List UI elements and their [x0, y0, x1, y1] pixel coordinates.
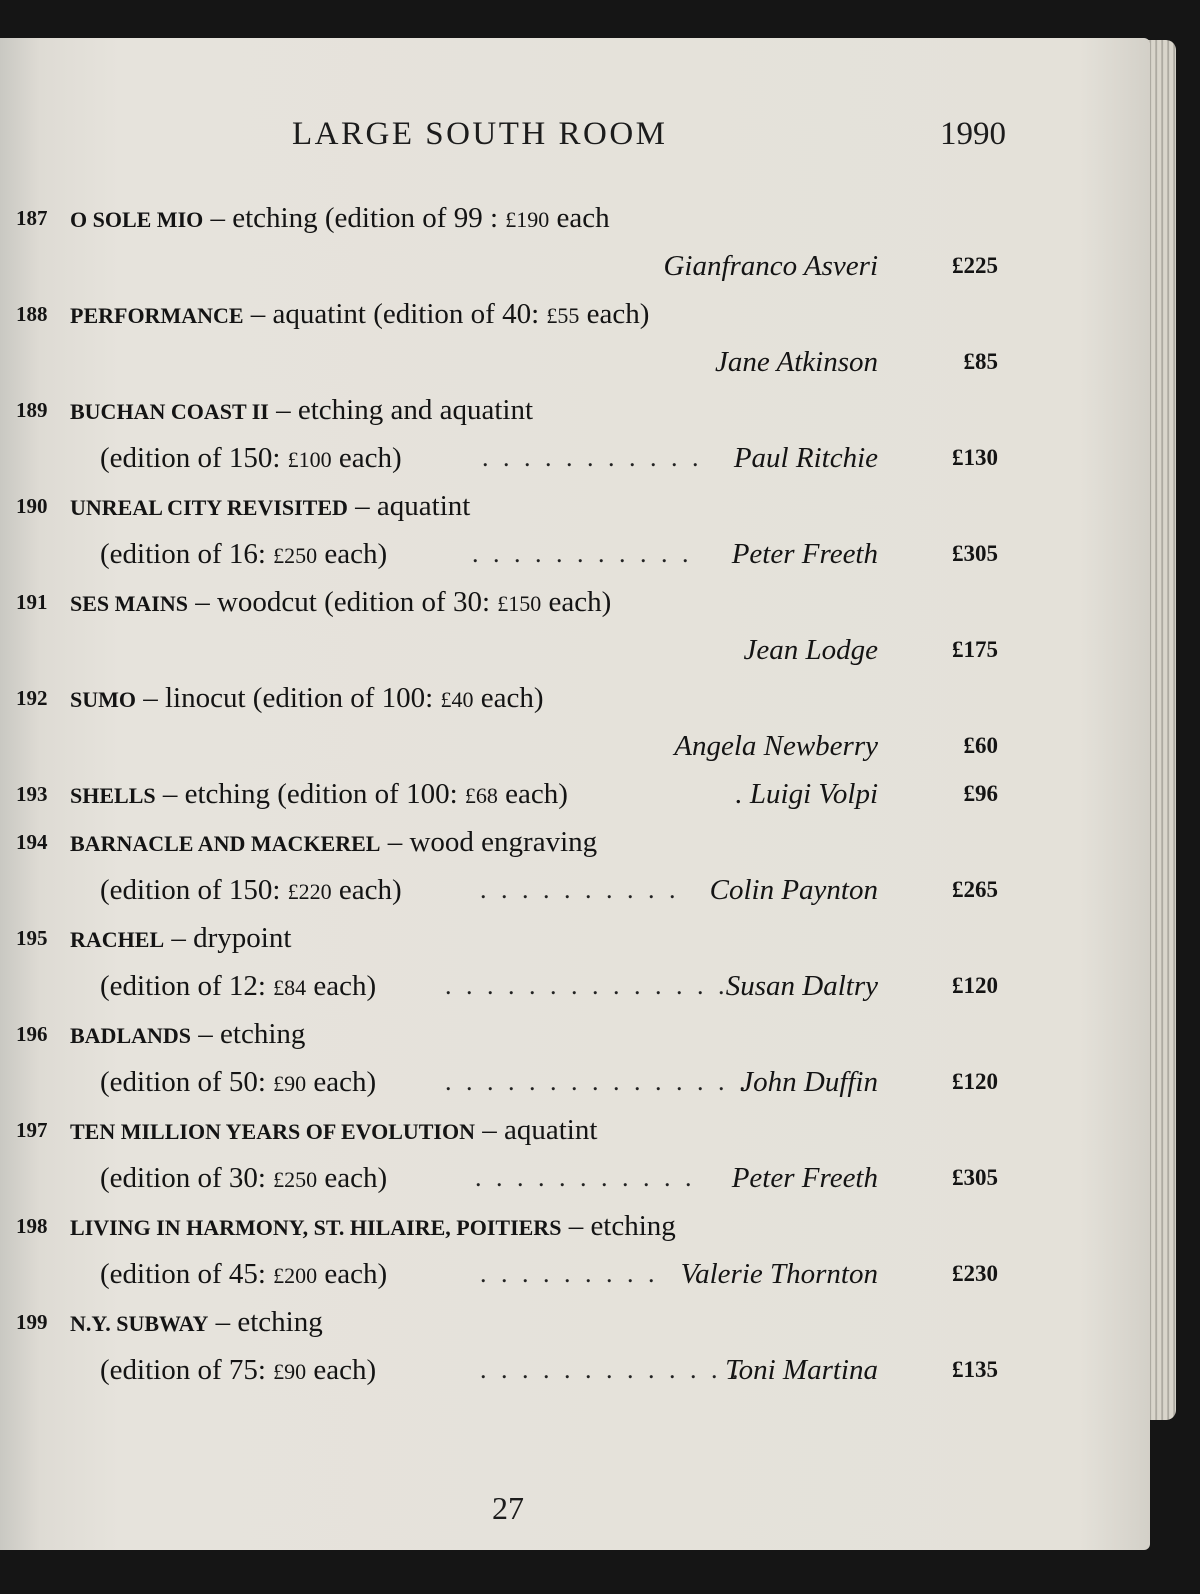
entry-number: 195	[16, 926, 48, 950]
edition-tail: each)	[579, 298, 650, 330]
edition-price: £90	[273, 1359, 307, 1384]
entry-artist: Paul Ritchie	[733, 442, 878, 474]
entry-number: 199	[16, 1310, 48, 1334]
entry-medium: linocut (edition of 100:	[165, 682, 434, 714]
edition-tail: each)	[317, 1162, 388, 1194]
entry-price: £175	[952, 637, 998, 662]
entry-title: PERFORMANCE	[70, 303, 244, 328]
edition-info: (edition of 30:	[100, 1162, 266, 1194]
entry-number: 190	[16, 494, 48, 518]
entry-medium: woodcut (edition of 30:	[216, 586, 491, 618]
edition-price: £84	[273, 975, 307, 1000]
entry-price: £85	[963, 349, 998, 374]
entry-medium: etching (edition of 99 :	[232, 202, 499, 234]
edition-info: (edition of 12:	[100, 970, 266, 1002]
edition-price: £250	[273, 543, 318, 568]
catalogue-entry: 195 RACHEL – drypoint (edition of 12: £84 each) . . . . . . . . . . . . . . Susan Daltry £120	[0, 914, 1030, 1010]
entry-artist: Colin Paynton	[709, 874, 878, 906]
leader-dots: . . . . . . . . . .	[480, 875, 680, 904]
entry-price: £120	[952, 973, 998, 998]
entry-title: BARNACLE AND MACKEREL	[70, 831, 381, 856]
entry-number: 192	[16, 686, 48, 710]
entry-medium: etching (edition of 100:	[184, 778, 458, 810]
entry-number: 188	[16, 302, 48, 326]
entry-artist: Toni Martina	[725, 1354, 878, 1386]
edition-tail: each)	[306, 1354, 377, 1386]
leader-dots: . . . . . . . . . . . . .	[480, 1355, 743, 1384]
entry-medium: wood engraving	[409, 826, 598, 858]
entry-artist: Peter Freeth	[731, 1162, 878, 1194]
leader-dots: . . . . . . . . . . .	[482, 443, 703, 472]
entry-medium: drypoint	[193, 922, 292, 954]
entry-medium: aquatint (edition of 40:	[272, 298, 540, 330]
catalogue-page	[0, 38, 1150, 1550]
entry-title: BUCHAN COAST II	[70, 399, 269, 424]
entry-number: 191	[16, 590, 48, 614]
entry-artist: Susan Daltry	[725, 970, 878, 1002]
entry-medium: aquatint	[376, 490, 471, 522]
entry-title: LIVING IN HARMONY, ST. HILAIRE, POITIERS	[70, 1215, 562, 1240]
entry-price: £230	[952, 1261, 998, 1286]
edition-price: £150	[497, 591, 542, 616]
edition-price: £90	[273, 1071, 307, 1096]
edition-price: £190	[505, 207, 550, 232]
catalogue-entry: 197 TEN MILLION YEARS OF EVOLUTION – aquatint (edition of 30: £250 each) . . . . . . . . . . . Peter Freeth £305	[0, 1106, 1030, 1202]
edition-price: £40	[440, 687, 474, 712]
catalogue-entry: 192 SUMO – linocut (edition of 100: £40 each) Angela Newberry £60	[0, 674, 1030, 770]
entry-artist: Angela Newberry	[674, 730, 878, 762]
entry-medium: etching and aquatint	[297, 394, 534, 426]
entry-title: N.Y. SUBWAY	[70, 1311, 209, 1336]
edition-tail: each)	[317, 1258, 388, 1290]
entry-price: £265	[952, 877, 998, 902]
entry-medium: etching	[590, 1210, 676, 1242]
edition-info: (edition of 150:	[100, 874, 281, 906]
edition-tail: each)	[473, 682, 544, 714]
entry-price: £130	[952, 445, 998, 470]
edition-price: £100	[287, 447, 332, 472]
entry-price: £120	[952, 1069, 998, 1094]
edition-price: £68	[464, 783, 498, 808]
edition-tail: each)	[497, 778, 568, 810]
edition-tail: each)	[331, 874, 402, 906]
entry-artist: John Duffin	[740, 1066, 878, 1098]
entry-title: SUMO	[70, 687, 136, 712]
entry-artist: Gianfranco Asveri	[663, 250, 878, 282]
entry-title: RACHEL	[70, 927, 165, 952]
edition-tail: each)	[331, 442, 402, 474]
edition-price: £220	[287, 879, 332, 904]
edition-tail: each)	[541, 586, 612, 618]
catalogue-entry: 189 BUCHAN COAST II – etching and aquatint (edition of 150: £100 each) . . . . . . . . . . . Paul Ritchie £130	[0, 386, 1030, 482]
edition-price: £200	[273, 1263, 318, 1288]
leader-dots: . . . . . . . . . . . . . . .	[445, 1067, 750, 1096]
edition-tail: each	[549, 202, 610, 234]
edition-tail: each)	[306, 970, 377, 1002]
entry-artist: Jean Lodge	[743, 634, 878, 666]
entry-number: 187	[16, 206, 48, 230]
entry-price: £225	[952, 253, 998, 278]
entry-number: 197	[16, 1118, 48, 1142]
entry-title: SES MAINS	[70, 591, 188, 616]
catalogue-entry: 193 SHELLS – etching (edition of 100: £68 each) . Luigi Volpi £96	[0, 770, 1030, 818]
leader-dots: . . . . . . . . . . . . . .	[445, 971, 729, 1000]
page-title: LARGE SOUTH ROOM	[292, 116, 668, 152]
leader-dots: . . . . . . . . . . .	[472, 539, 693, 568]
entry-medium: aquatint	[504, 1114, 598, 1146]
catalogue-entry: 199 N.Y. SUBWAY – etching (edition of 75: £90 each) . . . . . . . . . . . . . Toni Martina £135	[0, 1298, 1030, 1394]
edition-info: (edition of 16:	[100, 538, 266, 570]
leader-dots: . . . . . . . . .	[480, 1259, 659, 1288]
catalogue-entry: 190 UNREAL CITY REVISITED – aquatint (edition of 16: £250 each) . . . . . . . . . . . Peter Freeth £305	[0, 482, 1030, 578]
entry-list	[0, 194, 1030, 1394]
edition-info: (edition of 50:	[100, 1066, 266, 1098]
edition-price: £55	[546, 303, 580, 328]
entry-number: 198	[16, 1214, 48, 1238]
catalogue-entry: 188 PERFORMANCE – aquatint (edition of 40: £55 each) Jane Atkinson £85	[0, 290, 1030, 386]
leader-dots: . . . . . . . . . . .	[475, 1163, 696, 1192]
entry-price: £305	[952, 541, 998, 566]
edition-tail: each)	[317, 538, 388, 570]
entry-number: 193	[16, 782, 48, 806]
entry-number: 194	[16, 830, 48, 854]
catalogue-entry: 191 SES MAINS – woodcut (edition of 30: £150 each) Jean Lodge £175	[0, 578, 1030, 674]
edition-info: (edition of 45:	[100, 1258, 266, 1290]
entry-title: SHELLS	[70, 783, 156, 808]
entry-title: UNREAL CITY REVISITED	[70, 495, 348, 520]
entry-artist: Peter Freeth	[731, 538, 878, 570]
entry-title: BADLANDS	[70, 1023, 192, 1048]
entry-title: TEN MILLION YEARS OF EVOLUTION	[70, 1119, 475, 1144]
entry-price: £135	[952, 1357, 998, 1382]
entry-medium: etching	[220, 1018, 306, 1050]
catalogue-entry: 187 O SOLE MIO – etching (edition of 99 : £190 each Gianfranco Asveri £225	[0, 194, 1030, 290]
entry-title: O SOLE MIO	[70, 207, 204, 232]
edition-tail: each)	[306, 1066, 377, 1098]
edition-info: (edition of 150:	[100, 442, 281, 474]
entry-price: £60	[963, 733, 998, 758]
page-year: 1990	[940, 116, 1006, 152]
entry-artist: . Luigi Volpi	[735, 778, 878, 810]
entry-price: £305	[952, 1165, 998, 1190]
catalogue-entry: 194 BARNACLE AND MACKEREL – wood engraving (edition of 150: £220 each) . . . . . . . . . . Colin Paynton £265	[0, 818, 1030, 914]
entry-number: 196	[16, 1022, 48, 1046]
entry-artist: Valerie Thornton	[680, 1258, 878, 1290]
entry-artist: Jane Atkinson	[715, 346, 878, 378]
catalogue-entry: 196 BADLANDS – etching (edition of 50: £90 each) . . . . . . . . . . . . . . . John Duffin £120	[0, 1010, 1030, 1106]
page-number: 27	[492, 1490, 524, 1526]
catalogue-entry: 198 LIVING IN HARMONY, ST. HILAIRE, POITIERS – etching (edition of 45: £200 each) . . . . . . . . . Valerie Thornton £230	[0, 1202, 1030, 1298]
entry-medium: etching	[237, 1306, 323, 1338]
edition-info: (edition of 75:	[100, 1354, 266, 1386]
entry-price: £96	[963, 781, 998, 806]
edition-price: £250	[273, 1167, 318, 1192]
entry-number: 189	[16, 398, 48, 422]
